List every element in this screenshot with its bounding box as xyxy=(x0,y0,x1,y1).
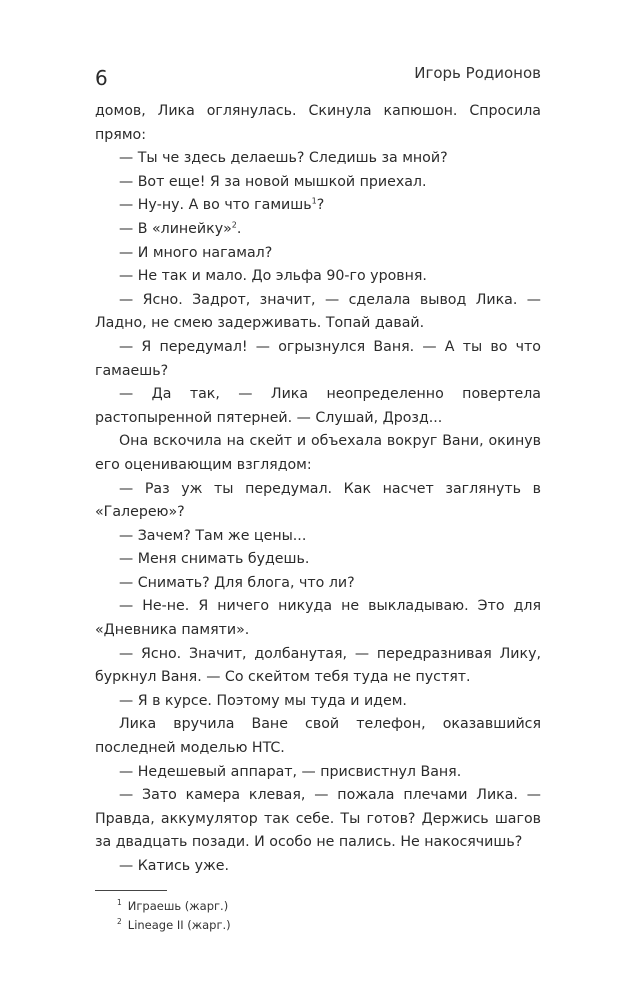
paragraph: — Ну-ну. А во что гамишь$^1$? xyxy=(119,196,325,214)
paragraph: — Ты че здесь делаешь? Следишь за мной? xyxy=(119,150,448,167)
paragraph: — Не так и мало. До эльфа 90-го уровня. xyxy=(119,268,427,285)
paragraph: — Зато камера клевая, — пожала плечами Лика. — Правда, аккумулятор так себе. Ты готов? Держись шагов за двадцать позади. И особо не пались. Не накосячишь? xyxy=(95,787,541,851)
paragraph: — Зачем? Там же цены... xyxy=(119,527,307,544)
paragraph: — Ясно. Значит, долбанутая, — передразнивая Лику, буркнул Ваня. — Со скейтом тебя туда не пустят. xyxy=(95,645,541,686)
footnote-ref[interactable]: 1 xyxy=(311,196,317,206)
paragraph: домов, Лика оглянулась. Скинула капюшон. Спросила прямо: xyxy=(95,103,541,143)
paragraph: Лика вручила Ване свой телефон, оказавшийся последней моделью HTC. xyxy=(95,716,541,757)
footnote-ref[interactable]: 2 xyxy=(231,220,237,230)
paragraph: — Снимать? Для блога, что ли? xyxy=(119,574,355,591)
paragraph: — И много нагамал? xyxy=(119,244,273,261)
paragraph: Она вскочила на скейт и объехала вокруг Вани, окинув его оценивающим взглядом: xyxy=(95,433,541,473)
paragraph: — Ясно. Задрот, значит, — сделала вывод Лика. — Ладно, не смею задерживать. Топай давай. xyxy=(95,291,541,332)
page-number: 6 xyxy=(95,66,108,90)
paragraph: — Катись уже. xyxy=(119,858,230,874)
footnote-item: $^2$ Lineage II (жарг.) xyxy=(117,917,231,932)
running-head xyxy=(95,64,541,92)
paragraph: — Недешевый аппарат, — присвистнул Ваня. xyxy=(119,763,462,780)
author-name: Игорь Родионов xyxy=(414,64,541,82)
paragraph: — Не-не. Я ничего никуда не выкладываю. Это для «Дневника памяти». xyxy=(95,598,541,639)
footnote-item: $^1$ Играешь (жарг.) xyxy=(117,898,229,913)
footnote-divider xyxy=(95,890,167,891)
paragraph: — Я передумал! — огрызнулся Ваня. — А ты во что гамаешь? xyxy=(95,338,541,379)
paragraph: — Я в курсе. Поэтому мы туда и идем. xyxy=(119,692,407,709)
paragraph: — В «линейку»$^2$. xyxy=(119,220,242,237)
paragraph: — Меня снимать будешь. xyxy=(119,551,310,568)
paragraph: — Да так, — Лика неопределенно повертела растопыренной пятерней. — Слушай, Дрозд... xyxy=(95,386,541,426)
body-text xyxy=(95,100,541,879)
paragraph: — Раз уж ты передумал. Как насчет заглянуть в «Галерею»? xyxy=(95,480,541,521)
paragraph: — Вот еще! Я за новой мышкой приехал. xyxy=(119,173,427,190)
footnotes xyxy=(95,897,541,935)
